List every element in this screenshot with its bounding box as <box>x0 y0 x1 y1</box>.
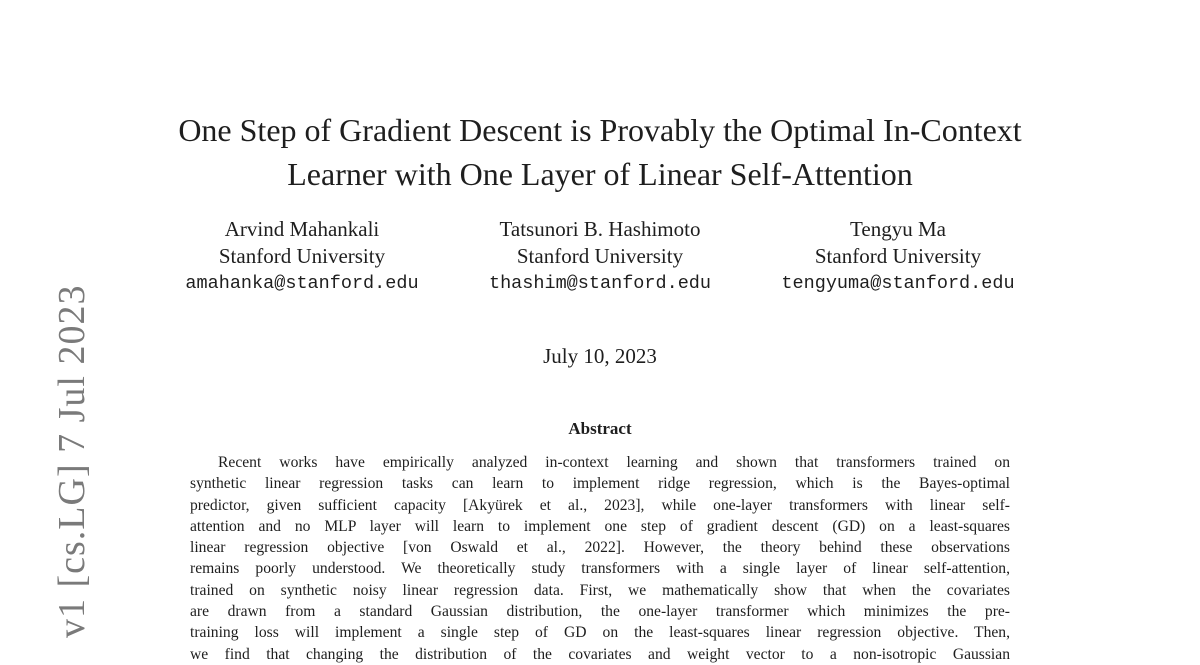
abstract-line: trained on synthetic noisy linear regression data. First, we mathematically show that when the covariates <box>190 581 1010 599</box>
title-line-2: Learner with One Layer of Linear Self-Attention <box>287 156 913 192</box>
author-3 <box>756 216 1040 297</box>
arxiv-identifier-stamp: v1 [cs.LG] 7 Jul 2023 <box>51 284 93 638</box>
abstract-heading: Abstract <box>568 419 632 438</box>
author-1 <box>160 216 444 297</box>
author-name: Tatsunori B. Hashimoto <box>499 217 701 241</box>
author-email[interactable]: amahanka@stanford.edu <box>185 273 419 294</box>
abstract-line: training loss will implement a single step of GD on the least-squares linear regression objective. Then, <box>190 624 1010 642</box>
abstract-line: linear regression objective [von Oswald et al., 2022]. However, the theory behind these observations <box>190 539 1010 557</box>
author-affiliation: Stanford University <box>516 244 684 268</box>
abstract-line: we find that changing the distribution of the covariates and weight vector to a non-isotropic Gaussian <box>190 645 1010 663</box>
author-block <box>0 216 1200 306</box>
publication-date: July 10, 2023 <box>543 344 657 368</box>
author-affiliation: Stanford University <box>814 244 982 268</box>
abstract-line: Recent works have empirically analyzed in-context learning and shown that transformers trained on <box>218 454 1010 471</box>
author-2 <box>458 216 742 297</box>
title-line-1: One Step of Gradient Descent is Provably the Optimal In-Context <box>178 112 1022 148</box>
author-email[interactable]: thashim@stanford.edu <box>488 273 712 294</box>
author-email[interactable]: tengyuma@stanford.edu <box>781 273 1015 294</box>
abstract-line: attention and no MLP layer will learn to implement one step of gradient descent (GD) on a least-squares <box>190 517 1010 535</box>
author-name: Tengyu Ma <box>850 217 946 241</box>
author-name: Arvind Mahankali <box>224 217 380 241</box>
abstract-line: are drawn from a standard Gaussian distribution, the one-layer transformer which minimizes the pre- <box>190 603 1010 621</box>
abstract-line: synthetic linear regression tasks can learn to implement ridge regression, which is the Bayes-optimal <box>190 475 1010 493</box>
abstract-line: predictor, given sufficient capacity [Akyürek et al., 2023], while one-layer transformers with linear self- <box>190 496 1010 514</box>
paper-title <box>0 108 1200 196</box>
abstract-body <box>190 452 1010 665</box>
abstract-line: remains poorly understood. We theoretically study transformers with a single layer of linear self-attention, <box>190 560 1010 578</box>
author-affiliation: Stanford University <box>218 244 386 268</box>
